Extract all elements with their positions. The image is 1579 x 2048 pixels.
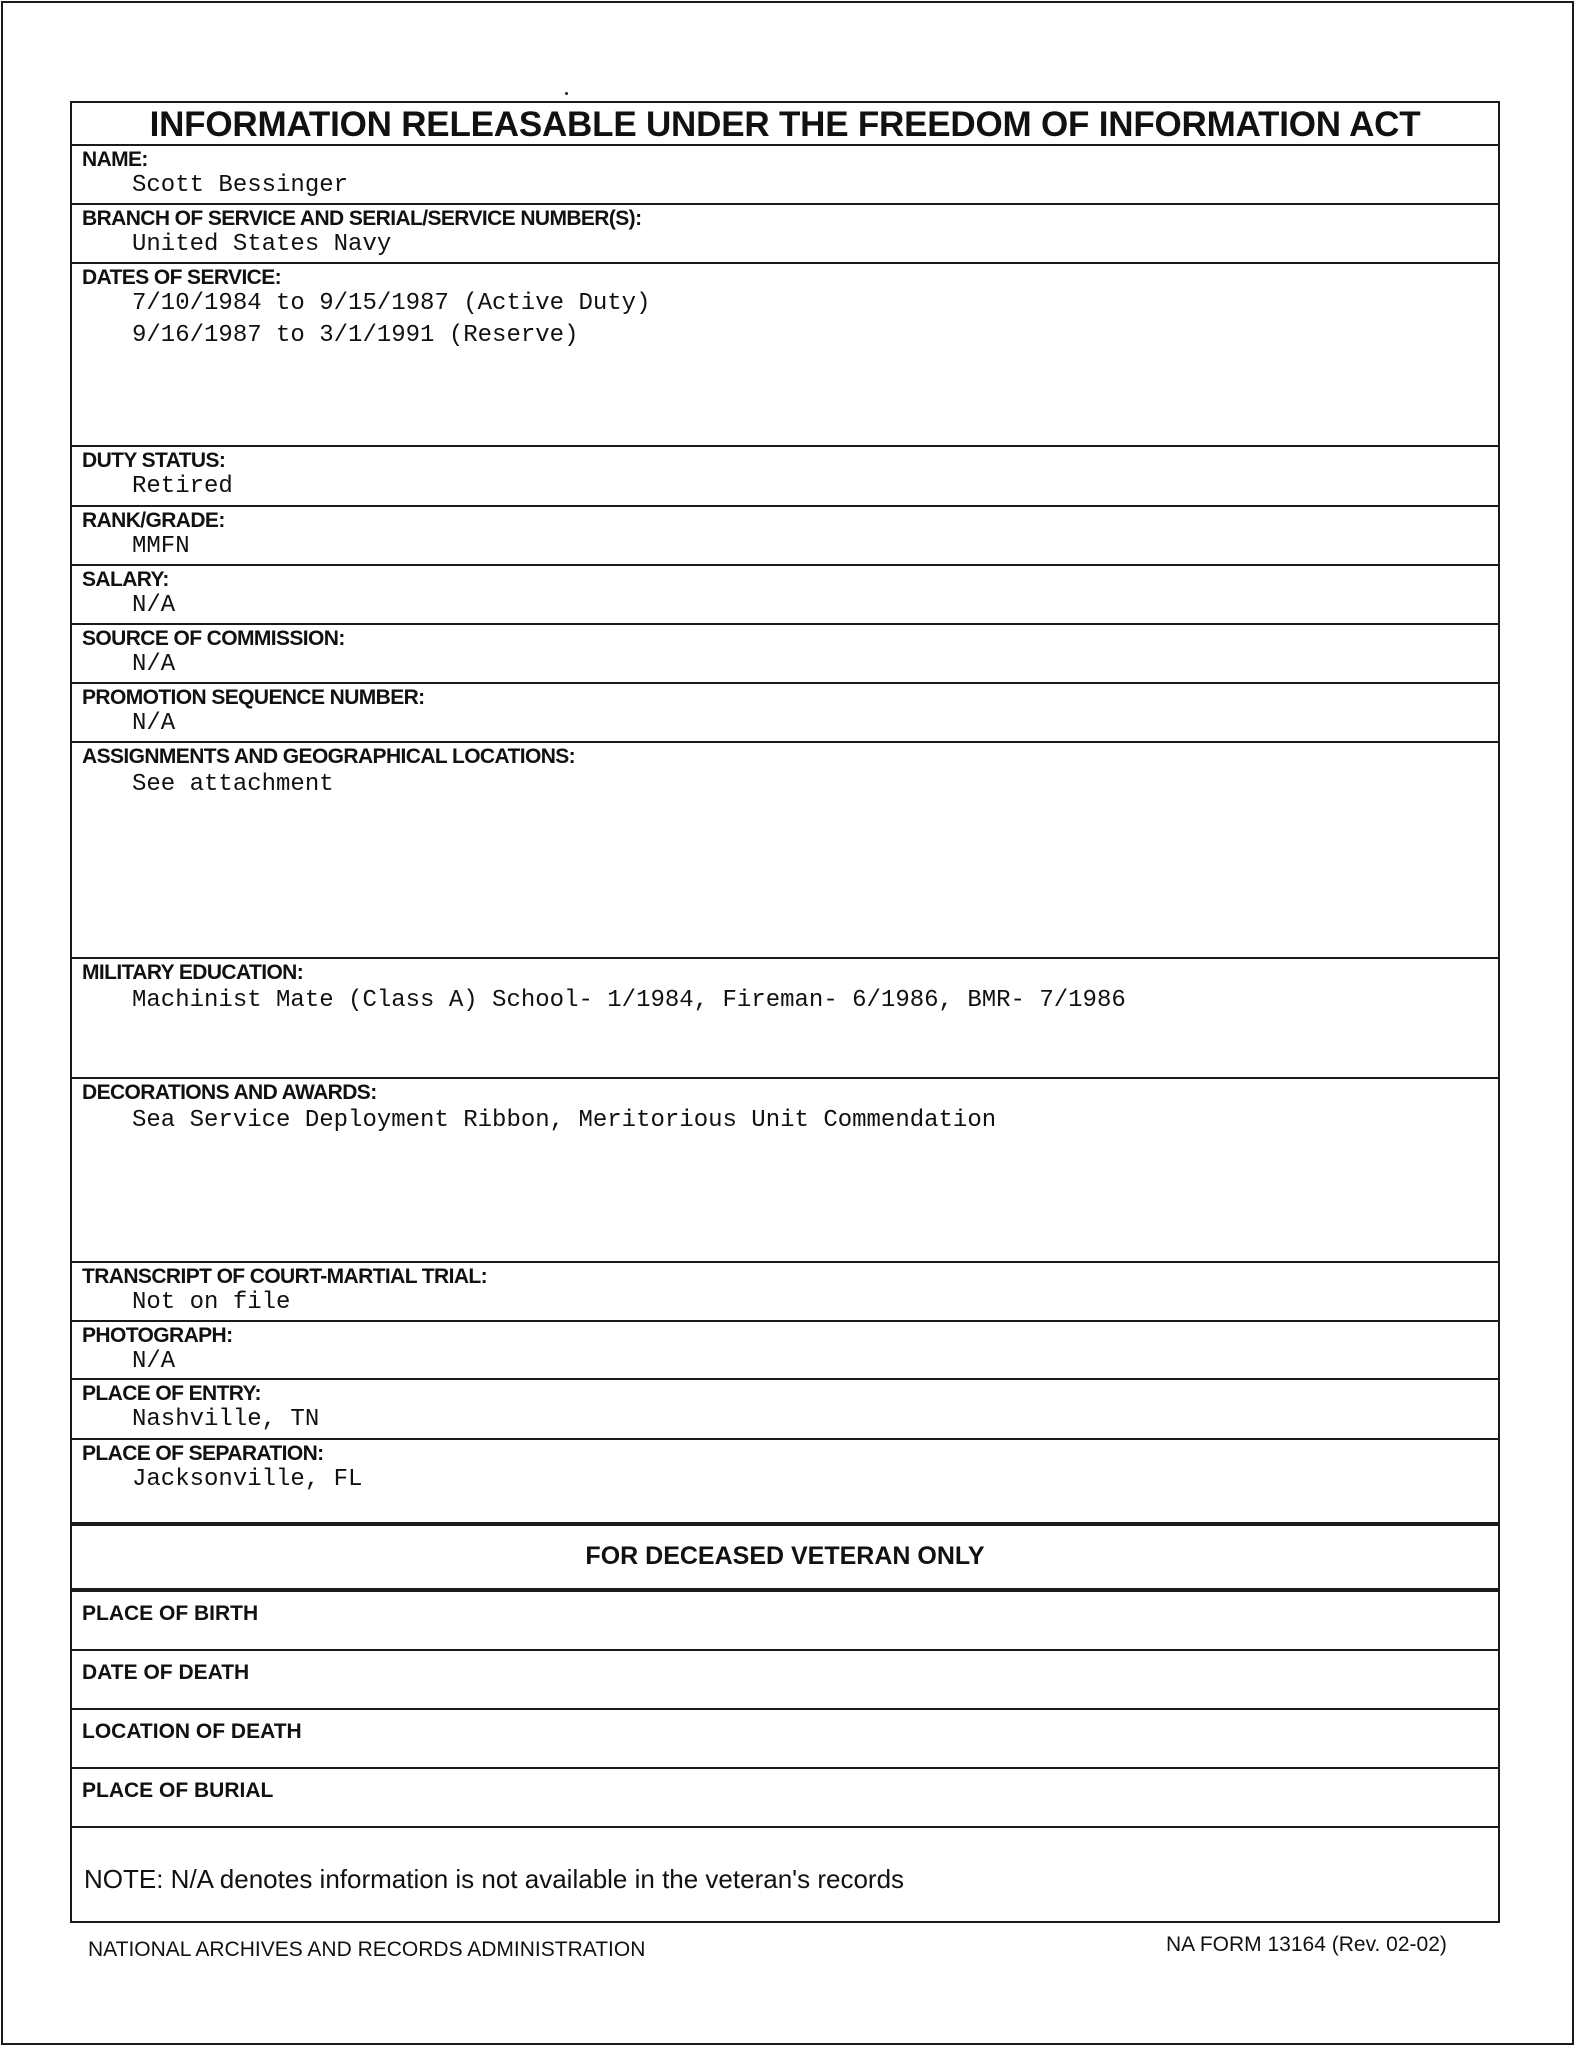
awards-label: DECORATIONS AND AWARDS: [82, 1081, 377, 1104]
field-salary [72, 566, 1498, 625]
photograph-value: N/A [132, 1348, 176, 1375]
place-of-burial-label: PLACE OF BURIAL [82, 1779, 274, 1802]
duty-status-value: Retired [132, 473, 233, 500]
field-separation [72, 1440, 1498, 1526]
education-value: Machinist Mate (Class A) School- 1/1984, Fireman- 6/1986, BMR- 7/1986 [132, 987, 1126, 1014]
assignments-label: ASSIGNMENTS AND GEOGRAPHICAL LOCATIONS: [82, 745, 576, 768]
field-rank [72, 507, 1498, 566]
footer-agency: NATIONAL ARCHIVES AND RECORDS ADMINISTRATION [88, 1938, 646, 1961]
location-of-death-label: LOCATION OF DEATH [82, 1720, 302, 1743]
note-row [72, 1828, 1498, 1923]
field-photograph [72, 1322, 1498, 1380]
separation-label: PLACE OF SEPARATION: [82, 1442, 324, 1465]
rank-label: RANK/GRADE: [82, 509, 225, 532]
commission-label: SOURCE OF COMMISSION: [82, 627, 345, 650]
awards-value: Sea Service Deployment Ribbon, Meritorious Unit Commendation [132, 1107, 997, 1134]
footer-form-number: NA FORM 13164 (Rev. 02-02) [1166, 1933, 1447, 1956]
field-duty-status [72, 447, 1498, 507]
rank-value: MMFN [132, 533, 190, 560]
dates-line-2: 9/16/1987 to 3/1/1991 (Reserve) [132, 322, 579, 349]
field-place-of-burial [72, 1769, 1498, 1828]
photograph-label: PHOTOGRAPH: [82, 1324, 233, 1347]
field-date-of-death [72, 1651, 1498, 1710]
dates-line-1: 7/10/1984 to 9/15/1987 (Active Duty) [132, 290, 651, 317]
assignments-value: See attachment [132, 771, 334, 798]
entry-value: Nashville, TN [132, 1406, 320, 1433]
form-title: INFORMATION RELEASABLE UNDER THE FREEDOM OF INFORMATION ACT [72, 103, 1498, 146]
deceased-section-title: FOR DECEASED VETERAN ONLY [72, 1526, 1498, 1592]
name-label: NAME: [82, 148, 148, 171]
commission-value: N/A [132, 651, 176, 678]
salary-value: N/A [132, 592, 176, 619]
field-education [72, 959, 1498, 1079]
promotion-value: N/A [132, 710, 176, 737]
field-court-martial [72, 1263, 1498, 1322]
entry-label: PLACE OF ENTRY: [82, 1382, 261, 1405]
field-awards [72, 1079, 1498, 1263]
duty-status-label: DUTY STATUS: [82, 449, 226, 472]
note-text: NOTE: N/A denotes information is not available in the veteran's records [84, 1864, 905, 1894]
branch-value: United States Navy [132, 231, 392, 258]
dates-label: DATES OF SERVICE: [82, 266, 282, 289]
field-commission [72, 625, 1498, 684]
field-assignments [72, 743, 1498, 959]
salary-label: SALARY: [82, 568, 169, 591]
date-of-death-label: DATE OF DEATH [82, 1661, 250, 1684]
place-of-birth-label: PLACE OF BIRTH [82, 1602, 259, 1625]
foia-form [70, 101, 1500, 1923]
field-entry [72, 1380, 1498, 1440]
field-branch [72, 205, 1498, 264]
court-martial-value: Not on file [132, 1289, 291, 1316]
scan-mark [565, 92, 568, 95]
field-name [72, 146, 1498, 205]
field-place-of-birth [72, 1592, 1498, 1651]
field-dates [72, 264, 1498, 447]
education-label: MILITARY EDUCATION: [82, 961, 304, 984]
branch-label: BRANCH OF SERVICE AND SERIAL/SERVICE NUMBER(S): [82, 207, 642, 230]
field-promotion [72, 684, 1498, 743]
promotion-label: PROMOTION SEQUENCE NUMBER: [82, 686, 425, 709]
court-martial-label: TRANSCRIPT OF COURT-MARTIAL TRIAL: [82, 1265, 488, 1288]
separation-value: Jacksonville, FL [132, 1466, 363, 1493]
name-value: Scott Bessinger [132, 172, 349, 199]
field-location-of-death [72, 1710, 1498, 1769]
